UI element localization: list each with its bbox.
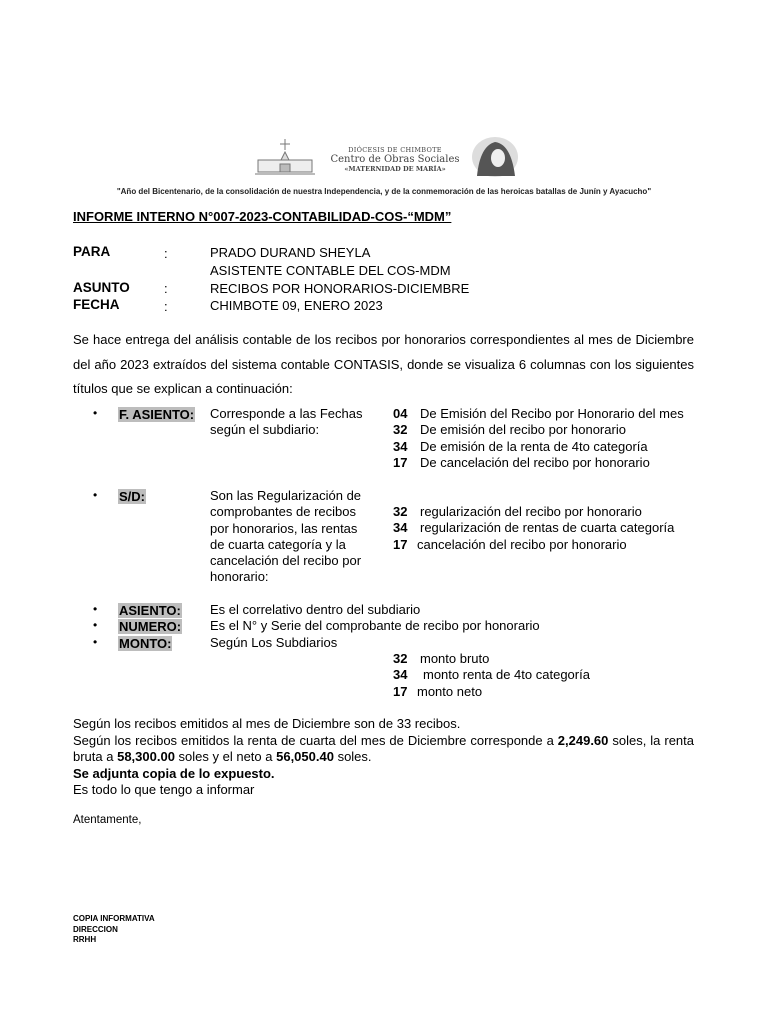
code-row: 32 monto bruto (393, 651, 490, 666)
bruta-amount: 58,300.00 (117, 749, 175, 764)
desc-monto: Según Los Subdiarios (210, 635, 338, 650)
bullet: • (93, 406, 98, 420)
code-row: 34 De emisión de la renta de 4to categoría (393, 438, 648, 454)
motto: "Año del Bicentenario, de la consolidación de nuestra Independencia, y de la conmemoración de las heroicas batallas de Junín y Ayacucho" (116, 187, 652, 196)
para-value-role: ASISTENTE CONTABLE DEL COS-MDM (210, 263, 451, 278)
signoff: Atentamente, (73, 814, 142, 826)
desc-sd: Son las Regularización de comprobantes de recibos por honorarios, las rentas de cuarta categoría y la cancelación del recibo por honorario: (210, 488, 362, 585)
report-title: INFORME INTERNO N°007-2023-CONTABILIDAD-COS-“MDM” (73, 209, 452, 224)
asunto-label: ASUNTO (73, 280, 130, 295)
bullet: • (93, 602, 98, 616)
bullet: • (93, 635, 98, 649)
code-row: 17 monto neto (393, 683, 483, 699)
footer-distribution: COPIA INFORMATIVA DIRECCION RRHH (73, 914, 155, 944)
term-asiento: ASIENTO: (119, 603, 181, 618)
renta-amount: 2,249.60 (557, 732, 609, 748)
term-monto: MONTO: (119, 636, 172, 651)
logo-line1: DIÓCESIS DE CHIMBOTE (348, 146, 442, 154)
term-f-asiento: F. ASIENTO: (119, 407, 195, 422)
codes-monto (393, 651, 590, 700)
code-row: 34 regularización de rentas de cuarta categoría (393, 520, 675, 536)
logo-line3: «MATERNIDAD DE MARÍA» (344, 165, 446, 173)
bullet: • (93, 488, 98, 502)
desc-numero: Es el N° y Serie del comprobante de recibo por honorario (210, 618, 540, 633)
asunto-colon: : (164, 281, 168, 296)
logo-line2: Centro de Obras Sociales (330, 154, 460, 165)
intro-paragraph: Se hace entrega del análisis contable de los recibos por honorarios correspondientes al mes de Diciembre del año 2023 extraídos del sistema contable CONTASIS, donde se visualiza 6 columnas con los siguientes títulos que se explican a continuación: (73, 332, 694, 396)
code-row: 17 cancelación del recibo por honorario (393, 536, 627, 552)
fecha-value: CHIMBOTE 09, ENERO 2023 (210, 298, 383, 313)
code-row: 17 De cancelación del recibo por honorario (393, 454, 650, 470)
madonna-icon (472, 137, 518, 177)
term-sd: S/D: (119, 489, 145, 504)
para-label: PARA (73, 244, 111, 259)
desc-f-asiento: Corresponde a las Fechas según el subdiario: (210, 406, 363, 438)
code-row: 32 regularización del recibo por honorario (393, 504, 642, 519)
code-row: 32 De emisión del recibo por honorario (393, 422, 626, 438)
summary (73, 716, 694, 799)
term-numero: NUMERO: (119, 619, 182, 634)
bullet: • (93, 618, 98, 632)
attachment-note: Se adjunta copia de lo expuesto. (73, 765, 275, 781)
code-row: 04 De Emisión del Recibo por Honorario del mes (393, 406, 684, 421)
church-icon (255, 139, 315, 174)
logo-text (320, 146, 470, 173)
codes-sd (393, 504, 674, 553)
desc-asiento: Es el correlativo dentro del subdiario (210, 602, 421, 617)
summary-amounts: Según los recibos emitidos la renta de cuarta del mes de Diciembre corresponde a 2,249.60 soles, la renta bruta a 58,300.00 soles y el neto a 56,050.40 soles. (73, 732, 694, 764)
asunto-value: RECIBOS POR HONORARIOS-DICIEMBRE (210, 281, 470, 296)
para-value-name: PRADO DURAND SHEYLA (210, 245, 371, 260)
codes-f-asiento (393, 406, 684, 471)
code-row: 34 monto renta de 4to categoría (393, 667, 590, 683)
neto-amount: 56,050.40 (276, 749, 334, 764)
closing-line: Es todo lo que tengo a informar (73, 782, 255, 797)
fecha-colon: : (164, 299, 168, 314)
para-colon: : (164, 246, 168, 261)
summary-count: Según los recibos emitidos al mes de Diciembre son de 33 recibos. (73, 716, 461, 731)
fecha-label: FECHA (73, 297, 120, 312)
